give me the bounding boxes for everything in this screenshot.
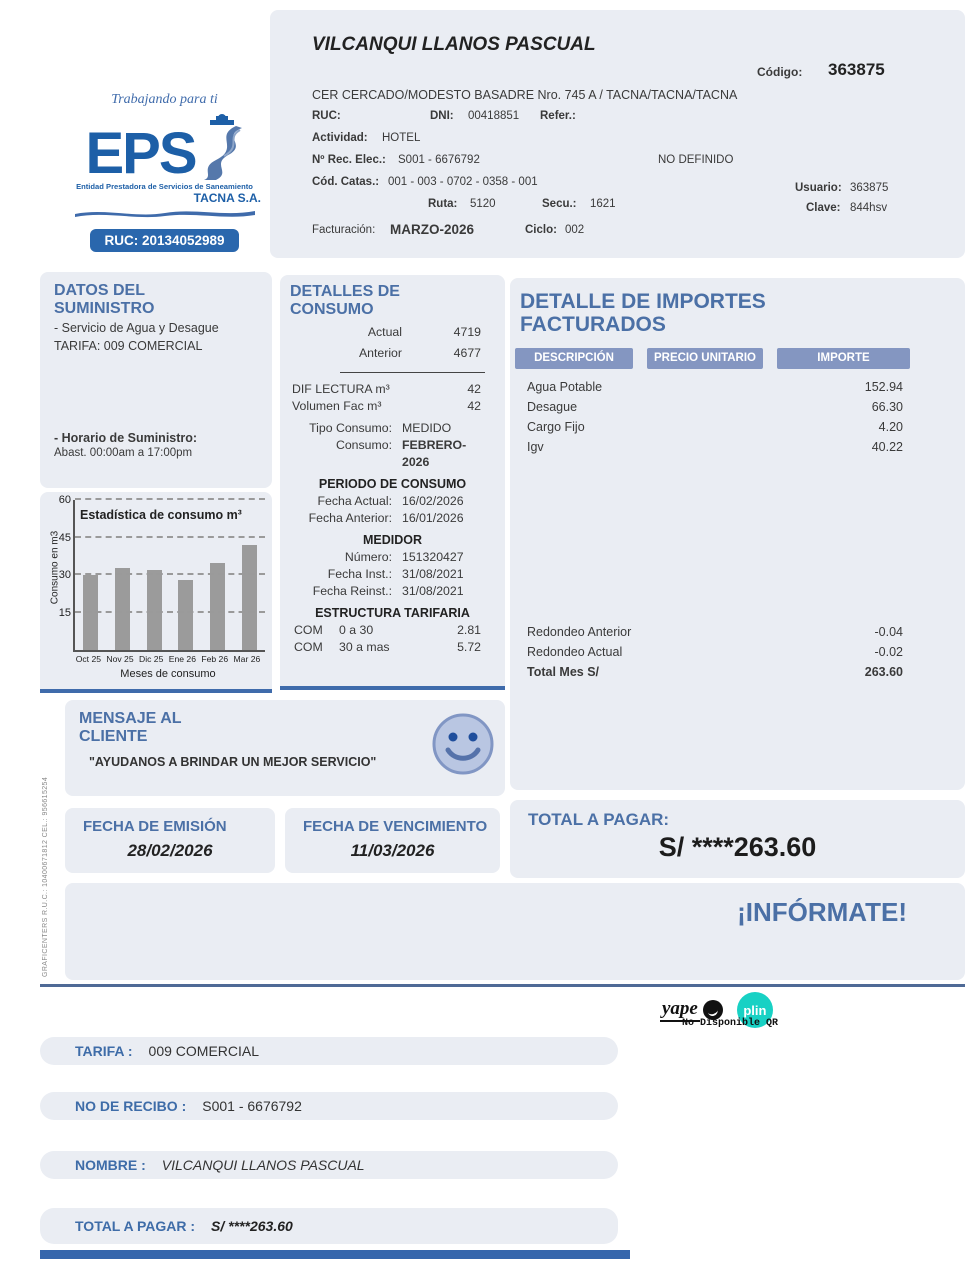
river-tap-icon <box>196 114 244 180</box>
dni-label: DNI: <box>430 110 454 122</box>
footer-tarifa-label: TARIFA : <box>75 1043 133 1059</box>
reading-anterior-label: Anterior <box>358 346 402 361</box>
rounding-current-value: -0.02 <box>874 645 903 660</box>
eps-logo-text: EPS <box>85 120 196 186</box>
supply-hours-label: - Horario de Suministro: <box>54 431 198 446</box>
estructura-tarifaria-title: ESTRUCTURA TARIFARIA <box>315 606 470 621</box>
tarifa-line: TARIFA: 009 COMERCIAL <box>54 339 203 354</box>
customer-name: VILCANQUI LLANOS PASCUAL <box>312 34 596 55</box>
tariff-row <box>280 622 505 639</box>
chart-bar-6 <box>242 545 257 650</box>
total-month-row <box>510 662 965 682</box>
tariff-range: 30 a mas <box>339 640 390 655</box>
table-row <box>510 417 965 437</box>
footer-tarifa-row <box>40 1037 618 1065</box>
chart-ytick-15: 15 <box>58 606 71 619</box>
consumo-mes-value: FEBRERO-2026 <box>402 438 467 470</box>
fecha-actual-label: Fecha Actual: <box>317 494 392 509</box>
footer-total-label: TOTAL A PAGAR : <box>75 1218 196 1234</box>
reading-divider <box>340 372 485 373</box>
fecha-inst-label: Fecha Inst.: <box>327 567 392 582</box>
logo-tagline: Trabajando para ti <box>111 92 218 107</box>
chart-xtick-6: Mar 26 <box>233 654 261 664</box>
rounding-current-row <box>510 642 965 662</box>
tariff-price: 5.72 <box>457 640 481 655</box>
due-date-value: 11/03/2026 <box>350 841 435 860</box>
row-amount: 66.30 <box>871 400 903 415</box>
table-header-row <box>515 348 965 369</box>
dif-lectura-label: DIF LECTURA m³ <box>292 382 390 397</box>
actividad-value: HOTEL <box>382 132 421 144</box>
footer-total-value: S/ ****263.60 <box>211 1218 293 1234</box>
dif-lectura-value: 42 <box>467 382 481 397</box>
clave-label: Clave: <box>806 202 841 214</box>
medidor-numero-label: Número: <box>344 550 392 565</box>
chart-xtick-3: Dic 25 <box>139 654 164 664</box>
issue-date-value: 28/02/2026 <box>127 841 213 860</box>
rounding-previous-label: Redondeo Anterior <box>527 625 632 640</box>
supply-data-panel <box>40 272 272 488</box>
chart-gridline <box>75 573 265 575</box>
clave-value: 844hsv <box>850 202 888 214</box>
facturacion-label: Facturación: <box>312 224 376 236</box>
customer-address: CER CERCADO/MODESTO BASADRE Nro. 745 A / TACNA/TACNA/TACNA <box>312 88 738 102</box>
fecha-inst-value: 31/08/2021 <box>402 567 464 582</box>
chart-y-axis-label: Consumo en m3 <box>49 530 61 605</box>
chart-bar-4 <box>178 580 193 650</box>
row-description: Desague <box>527 400 578 415</box>
chart-title: Estadística de consumo m³ <box>80 508 242 522</box>
eps-logo <box>62 92 267 252</box>
footer-recibo-value: S001 - 6676792 <box>202 1098 302 1114</box>
reading-anterior-value: 4677 <box>453 346 481 361</box>
chart-ytick-30: 30 <box>58 569 71 581</box>
issue-date-panel <box>65 808 275 873</box>
chart-bar-2 <box>115 568 130 651</box>
row-amount: 40.22 <box>871 440 903 455</box>
ruta-label: Ruta: <box>428 198 458 210</box>
rounding-previous-value: -0.04 <box>874 625 903 640</box>
bottom-blue-bar <box>40 1250 630 1259</box>
chart-bar-1 <box>83 575 98 650</box>
table-row <box>510 377 965 397</box>
chart-gridline <box>75 611 265 613</box>
chart-xtick-4: Ene 26 <box>168 654 196 664</box>
total-to-pay-panel <box>510 800 965 878</box>
yape-smile-icon <box>703 1000 723 1020</box>
footer-total-row <box>40 1208 618 1244</box>
supply-hours-value: Abast. 00:00am a 17:00pm <box>54 447 193 460</box>
ruc-label: RUC: <box>312 110 341 122</box>
footer-nombre-row <box>40 1151 618 1179</box>
codigo-label: Código: <box>757 65 803 79</box>
secuencia-label: Secu.: <box>542 198 577 210</box>
chart-gridline <box>75 536 265 538</box>
tipo-consumo-value: MEDIDO <box>402 421 452 436</box>
chart-gridline <box>75 498 265 500</box>
chart-bar-5 <box>210 563 225 651</box>
total-to-pay-value: S/ ****263.60 <box>658 832 817 862</box>
actividad-label: Actividad: <box>312 132 368 144</box>
no-definido-text: NO DEFINIDO <box>658 154 734 166</box>
row-amount: 4.20 <box>878 420 903 435</box>
tariff-cat: COM <box>294 623 323 638</box>
issue-date-title: FECHA DE EMISIÓN <box>83 818 227 835</box>
consumo-mes-label: Consumo: <box>335 438 392 453</box>
footer-tarifa-value: 009 COMERCIAL <box>148 1043 260 1059</box>
billed-amounts-title: DETALLE DE IMPORTES FACTURADOS <box>520 290 766 337</box>
recibo-electronico-label: Nº Rec. Elec.: <box>312 154 386 166</box>
tariff-price: 2.81 <box>457 623 481 638</box>
consumption-details-title: DETALLES DE CONSUMO <box>290 283 400 318</box>
codigo-catastral-label: Cód. Catas.: <box>312 176 380 188</box>
print-shop-credit: GRAFICENTERS R.U.C.: 10400671812 CEL.: 956615254 <box>42 776 49 977</box>
supply-data-title: DATOS DEL SUMINISTRO <box>54 282 155 317</box>
tariff-cat: COM <box>294 640 323 655</box>
rounding-previous-row <box>510 622 965 642</box>
due-date-title: FECHA DE VENCIMIENTO <box>303 818 488 835</box>
consumption-chart-panel <box>40 492 272 693</box>
medidor-numero-value: 151320427 <box>402 550 464 565</box>
tipo-consumo-label: Tipo Consumo: <box>309 421 392 436</box>
service-line: - Servicio de Agua y Desague <box>54 321 219 336</box>
chart-x-axis-label: Meses de consumo <box>120 668 216 680</box>
customer-message-title: MENSAJE AL CLIENTE <box>79 710 182 745</box>
facturacion-value: MARZO-2026 <box>390 222 475 237</box>
fecha-actual-value: 16/02/2026 <box>402 494 464 509</box>
medidor-title: MEDIDOR <box>362 533 423 548</box>
chart-plot <box>58 494 265 652</box>
footer-nombre-label: NOMBRE : <box>75 1157 146 1173</box>
refer-label: Refer.: <box>540 110 576 122</box>
codigo-value: 363875 <box>828 60 885 79</box>
company-ruc-badge: RUC: 20134052989 <box>90 229 238 252</box>
ciclo-label: Ciclo: <box>525 224 557 236</box>
consumption-details-panel <box>280 275 505 690</box>
fecha-anterior-label: Fecha Anterior: <box>308 511 392 526</box>
usuario-label: Usuario: <box>795 182 842 194</box>
recibo-electronico-value: S001 - 6676792 <box>398 154 480 166</box>
fecha-reinst-value: 31/08/2021 <box>402 584 464 599</box>
chart-xlabels <box>73 654 263 664</box>
due-date-panel <box>285 808 500 873</box>
dni-value: 00418851 <box>468 110 520 122</box>
customer-message-quote: "AYUDANOS A BRINDAR UN MEJOR SERVICIO" <box>89 755 377 770</box>
codigo-catastral-value: 001 - 003 - 0702 - 0358 - 001 <box>388 176 538 188</box>
total-to-pay-label: TOTAL A PAGAR: <box>528 810 670 829</box>
secuencia-value: 1621 <box>590 198 616 210</box>
footer-recibo-row <box>40 1092 618 1120</box>
footer-divider <box>40 984 965 987</box>
tariff-row <box>280 639 505 656</box>
chart-xtick-1: Oct 25 <box>75 654 102 664</box>
ruta-value: 5120 <box>470 198 496 210</box>
reading-actual-label: Actual <box>367 325 402 340</box>
chart-ytick-45: 45 <box>58 531 71 544</box>
logo-subtitle: Entidad Prestadora de Servicios de Saneamiento <box>76 182 253 191</box>
chart-ytick-60: 60 <box>58 494 71 506</box>
ciclo-value: 002 <box>565 224 585 236</box>
fecha-anterior-value: 16/01/2026 <box>402 511 464 526</box>
rounding-current-label: Redondeo Actual <box>527 645 623 660</box>
logo-company: TACNA S.A. <box>193 191 261 205</box>
logo-wave-icon <box>75 208 255 218</box>
fecha-reinst-label: Fecha Reinst.: <box>312 584 392 599</box>
customer-message-panel <box>65 700 505 796</box>
row-description: Igv <box>527 440 544 455</box>
column-header-importe: IMPORTE <box>777 348 910 369</box>
informate-text: ¡INFÓRMATE! <box>737 897 907 927</box>
table-row <box>510 397 965 417</box>
total-month-value: 263.60 <box>864 665 903 680</box>
reading-actual-value: 4719 <box>453 325 481 340</box>
table-row <box>510 437 965 457</box>
chart-xtick-5: Feb 26 <box>201 654 229 664</box>
footer-recibo-label: NO DE RECIBO : <box>75 1098 187 1114</box>
row-description: Cargo Fijo <box>527 420 585 435</box>
column-header-descripcion: DESCRIPCIÓN <box>515 348 633 369</box>
chart-bars <box>75 500 265 650</box>
billed-amounts-panel <box>510 278 965 790</box>
plin-logo: plin <box>737 992 773 1028</box>
informate-panel <box>65 883 965 980</box>
qr-unavailable-note: No Disponible QR <box>682 1018 779 1029</box>
volumen-fac-value: 42 <box>467 399 481 414</box>
footer-nombre-value: VILCANQUI LLANOS PASCUAL <box>161 1157 365 1173</box>
volumen-fac-label: Volumen Fac m³ <box>292 399 382 414</box>
total-month-label: Total Mes S/ <box>527 665 600 680</box>
customer-header-panel <box>270 10 965 258</box>
tariff-range: 0 a 30 <box>339 623 374 638</box>
usuario-value: 363875 <box>850 182 889 194</box>
chart-xtick-2: Nov 25 <box>106 654 134 664</box>
row-amount: 152.94 <box>864 380 903 395</box>
yape-logo: yape <box>660 998 700 1022</box>
smiley-face-icon <box>431 712 495 776</box>
row-description: Agua Potable <box>527 380 603 395</box>
column-header-precio-unitario: PRECIO UNITARIO <box>647 348 763 369</box>
periodo-consumo-title: PERIODO DE CONSUMO <box>318 477 467 492</box>
